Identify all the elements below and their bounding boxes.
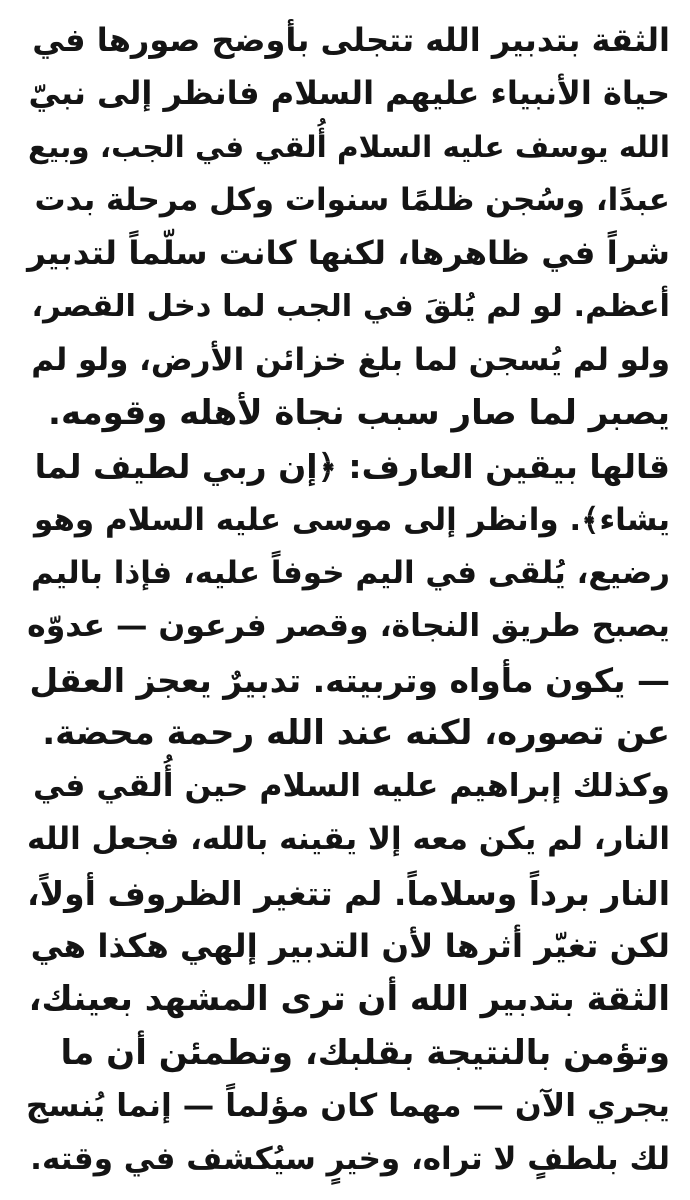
- text-line: قالها بيقين العارف: ﴿إن ربي لطيف لما: [34, 447, 670, 487]
- text-line: وتؤمن بالنتيجة بقلبك، وتطمئن أن ما: [60, 1032, 670, 1073]
- text-line: لك بلطفٍ لا تراه، وخيرٍ سيُكشف في وقته.: [30, 1141, 670, 1178]
- text-line: رضيع، يُلقى في اليم خوفاً عليه، فإذا باليم: [31, 554, 670, 591]
- text-line: — يكون مأواه وتربيته. تدبيرٌ يعجز العقل: [29, 660, 670, 700]
- text-line: ولو لم يُسجن لما بلغ خزائن الأرض، ولو لم: [31, 341, 670, 378]
- text-line: لكن تغيّر أثرها لأن التدبير إلهي هكذا هي: [30, 927, 670, 966]
- text-line: يجري الآن — مهما كان مؤلماً — إنما يُنسج: [25, 1087, 670, 1124]
- text-line: النار برداً وسلاماً. لم تتغير الظروف أولاً،: [27, 873, 670, 913]
- text-line: يصبح طريق النجاة، وقصر فرعون — عدوّه: [27, 608, 670, 645]
- text-line: عن تصوره، لكنه عند الله رحمة محضة.: [42, 712, 670, 753]
- text-line: شراً في ظاهرها، لكنها كانت سلّماً لتدبير: [27, 234, 670, 273]
- text-line: أعظم. لو لم يُلقَ في الجب لما دخل القصر،: [31, 289, 670, 325]
- text-line: يشاء﴾. وانظر إلى موسى عليه السلام وهو: [33, 501, 670, 538]
- text-line: الثقة بتدبير الله أن ترى المشهد بعينك،: [28, 979, 670, 1020]
- text-line: الثقة بتدبير الله تتجلى بأوضح صورها في: [32, 21, 670, 59]
- text-line: وكذلك إبراهيم عليه السلام حين أُلقي في: [32, 768, 670, 805]
- text-line: يصبر لما صار سبب نجاة لأهله وقومه.: [48, 393, 670, 434]
- text-line: الله يوسف عليه السلام أُلقي في الجب، وبيع: [28, 129, 670, 164]
- article-text: [26, 14, 670, 1187]
- text-line: النار، لم يكن معه إلا يقينه بالله، فجعل الله: [27, 821, 670, 858]
- text-line: حياة الأنبياء عليهم السلام فانظر إلى نبيّ: [28, 74, 670, 113]
- text-line: عبدًا، وسُجن ظلمًا سنوات وكل مرحلة بدت: [34, 181, 670, 218]
